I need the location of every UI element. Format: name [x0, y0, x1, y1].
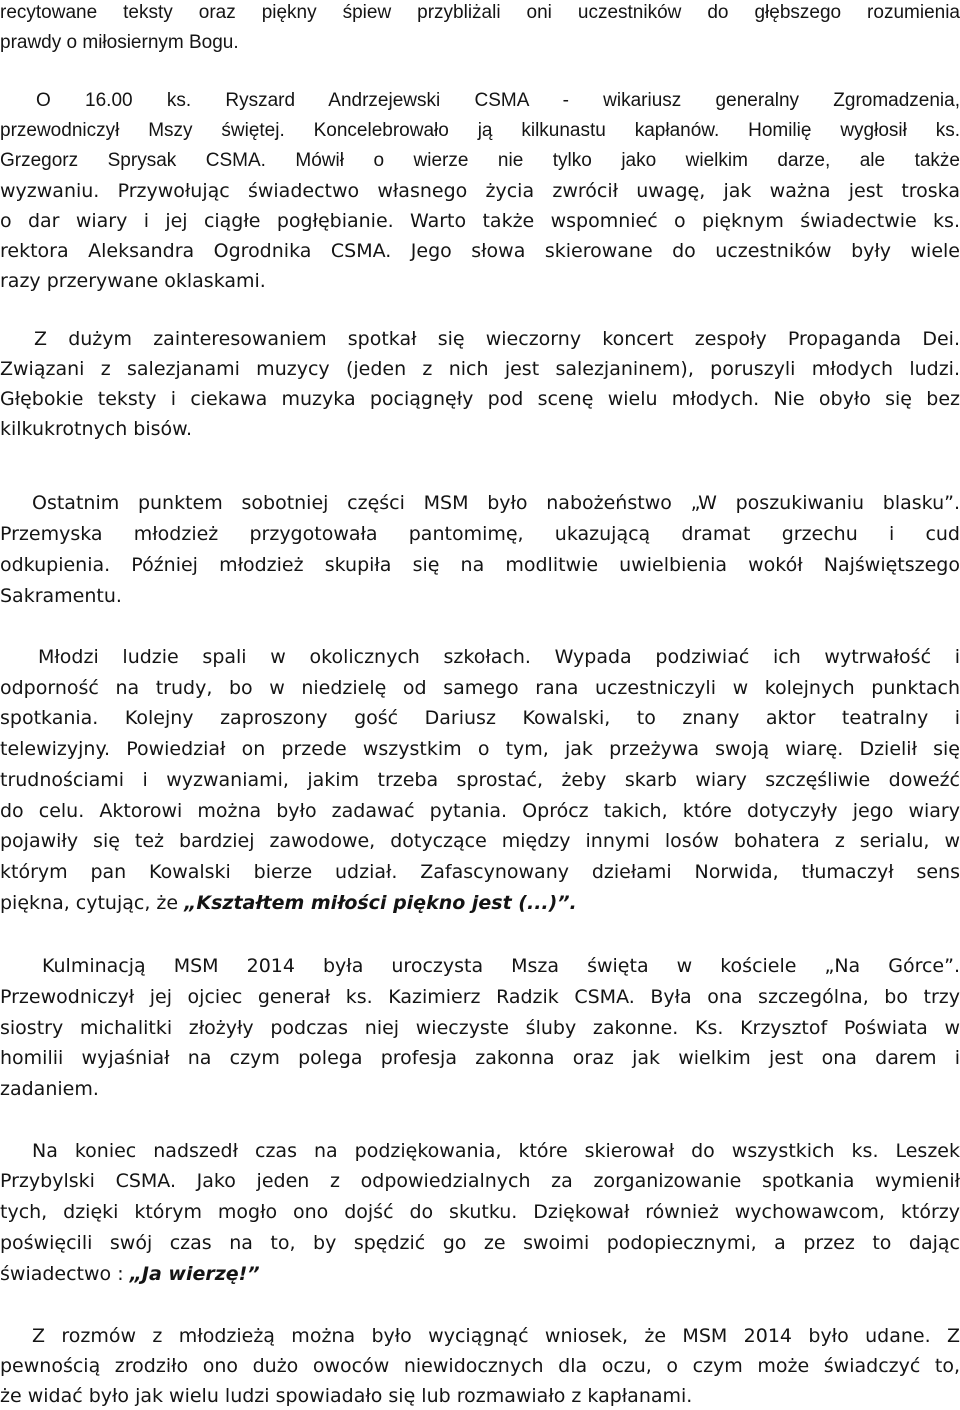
paragraph-4-line-1: Ostatnim punktem sobotniej części MSM było nabożeństwo „W poszukiwaniu blasku”. — [32, 492, 960, 514]
paragraph-6-line-5: zadaniem. — [0, 1078, 99, 1100]
paragraph-4-line-3: odkupienia. Później młodzież skupiła się na modlitwie uwielbienia wokół Najświętszego — [0, 554, 960, 576]
paragraph-5-line-3: spotkania. Kolejny zaproszony gość Dariusz Kowalski, to znany aktor teatralny i — [0, 707, 960, 729]
paragraph-8-line-2: pewnością zrodziło ono dużo owoców niewidocznych dla oczu, o czym może świadczyć to, — [0, 1355, 960, 1377]
paragraph-5-line-5: trudnościami i wyzwaniami, jakim trzeba sprostać, żeby skarb wiary szczęśliwie doweźć — [0, 769, 960, 791]
paragraph-2-line-1: O 16.00 ks. Ryszard Andrzejewski CSMA - wikariusz generalny Zgromadzenia, — [36, 90, 960, 111]
paragraph-1-line-1: recytowane teksty oraz piękny śpiew przybliżali oni uczestników do głębszego rozumienia — [0, 2, 960, 23]
paragraph-2-line-3: Grzegorz Sprysak CSMA. Mówił o wierze nie tylko jako wielkim darze, ale także — [0, 150, 960, 171]
paragraph-2-line-6: rektora Aleksandra Ogrodnika CSMA. Jego słowa skierowane do uczestników były wiele — [0, 240, 960, 262]
paragraph-3-line-4: kilkukrotnych bisów. — [0, 418, 193, 440]
paragraph-4-line-4: Sakramentu. — [0, 585, 122, 607]
paragraph-5-line-2: odporność na trudy, bo w niedzielę od samego rana uczestniczyli w kolejnych punktach — [0, 677, 960, 699]
paragraph-8-line-1: Z rozmów z młodzieżą można było wyciągnąć wniosek, że MSM 2014 było udane. Z — [32, 1325, 960, 1347]
paragraph-6-line-3: siostry michalitki złożyły podczas niej wieczyste śluby zakonne. Ks. Krzysztof Poświata w — [0, 1017, 960, 1039]
paragraph-5-line-9 — [0, 890, 960, 916]
paragraph-5-line-7: pojawiły się też bardziej zawodowe, dotyczące między innymi losów bohatera z serialu, w — [0, 830, 960, 852]
paragraph-7-line-5-text: świadectwo : — [0, 1263, 130, 1285]
paragraph-1-line-2: prawdy o miłosiernym Bogu. — [0, 32, 239, 53]
paragraph-7-line-3: tych, dzięki którym mogło ono dojść do skutku. Dziękował również wychowawcom, którzy — [0, 1201, 960, 1223]
paragraph-6-line-4: homilii wyjaśniał na czym polega profesja zakonna oraz jak wielkim jest ona darem i — [0, 1047, 960, 1069]
paragraph-2-line-2: przewodniczył Mszy świętej. Koncelebrowało ją kilkunastu kapłanów. Homilię wygłosił ks. — [0, 120, 960, 141]
paragraph-7-line-5 — [0, 1261, 960, 1287]
paragraph-4-line-2: Przemyska młodzież przygotowała pantomimę, ukazującą dramat grzechu i cud — [0, 523, 960, 545]
quote-ja-wierze: „Ja wierzę!” — [129, 1263, 260, 1285]
paragraph-7-line-1: Na koniec nadszedł czas na podziękowania, które skierował do wszystkich ks. Leszek — [32, 1140, 960, 1162]
paragraph-2-line-4: wyzwaniu. Przywołując świadectwo własnego życia zwrócił uwagę, jak ważna jest troska — [0, 180, 960, 202]
paragraph-2-line-7: razy przerywane oklaskami. — [0, 270, 266, 292]
paragraph-5-line-9-text: piękna, cytując, że — [0, 892, 185, 914]
paragraph-8-line-3: że widać było jak wielu ludzi spowiadało się lub rozmawiało z kapłanami. — [0, 1385, 693, 1407]
quote-ksztaltem-milosci: „Kształtem miłości piękno jest (...)”. — [184, 892, 577, 914]
paragraph-7-line-4: poświęcili swój czas na to, by spędzić go ze swoimi podopiecznymi, a przez to dając — [0, 1232, 960, 1254]
paragraph-5-line-8: którym pan Kowalski bierze udział. Zafascynowany dziełami Norwida, tłumaczył sens — [0, 861, 960, 883]
paragraph-2-line-5: o dar wiary i jej ciągłe pogłębianie. Warto także wspomnieć o pięknym świadectwie ks. — [0, 210, 960, 232]
paragraph-5-line-1: Młodzi ludzie spali w okolicznych szkołach. Wypada podziwiać ich wytrwałość i — [38, 646, 960, 668]
paragraph-3-line-1: Z dużym zainteresowaniem spotkał się wieczorny koncert zespoły Propaganda Dei. — [34, 328, 960, 350]
paragraph-6-line-1: Kulminacją MSM 2014 była uroczysta Msza święta w kościele „Na Górce”. — [42, 955, 960, 977]
paragraph-6-line-2: Przewodniczył jej ojciec generał ks. Kazimierz Radzik CSMA. Była ona szczególna, bo trzy — [0, 986, 960, 1008]
paragraph-3-line-2: Związani z salezjanami muzycy (jeden z nich jest salezjaninem), poruszyli młodych ludzi. — [0, 358, 960, 380]
paragraph-5-line-4: telewizyjny. Powiedział on przede wszystkim o tym, jak przeżywa swoją wiarę. Dzielił się — [0, 738, 960, 760]
paragraph-7-line-2: Przybylski CSMA. Jako jeden z odpowiedzialnych za zorganizowanie spotkania wymienił — [0, 1170, 960, 1192]
paragraph-5-line-6: do celu. Aktorowi można było zadawać pytania. Oprócz takich, które dotyczyły jego wiary — [0, 800, 960, 822]
paragraph-3-line-3: Głębokie teksty i ciekawa muzyka pociągnęły pod scenę wielu młodych. Nie obyło się bez — [0, 388, 960, 410]
